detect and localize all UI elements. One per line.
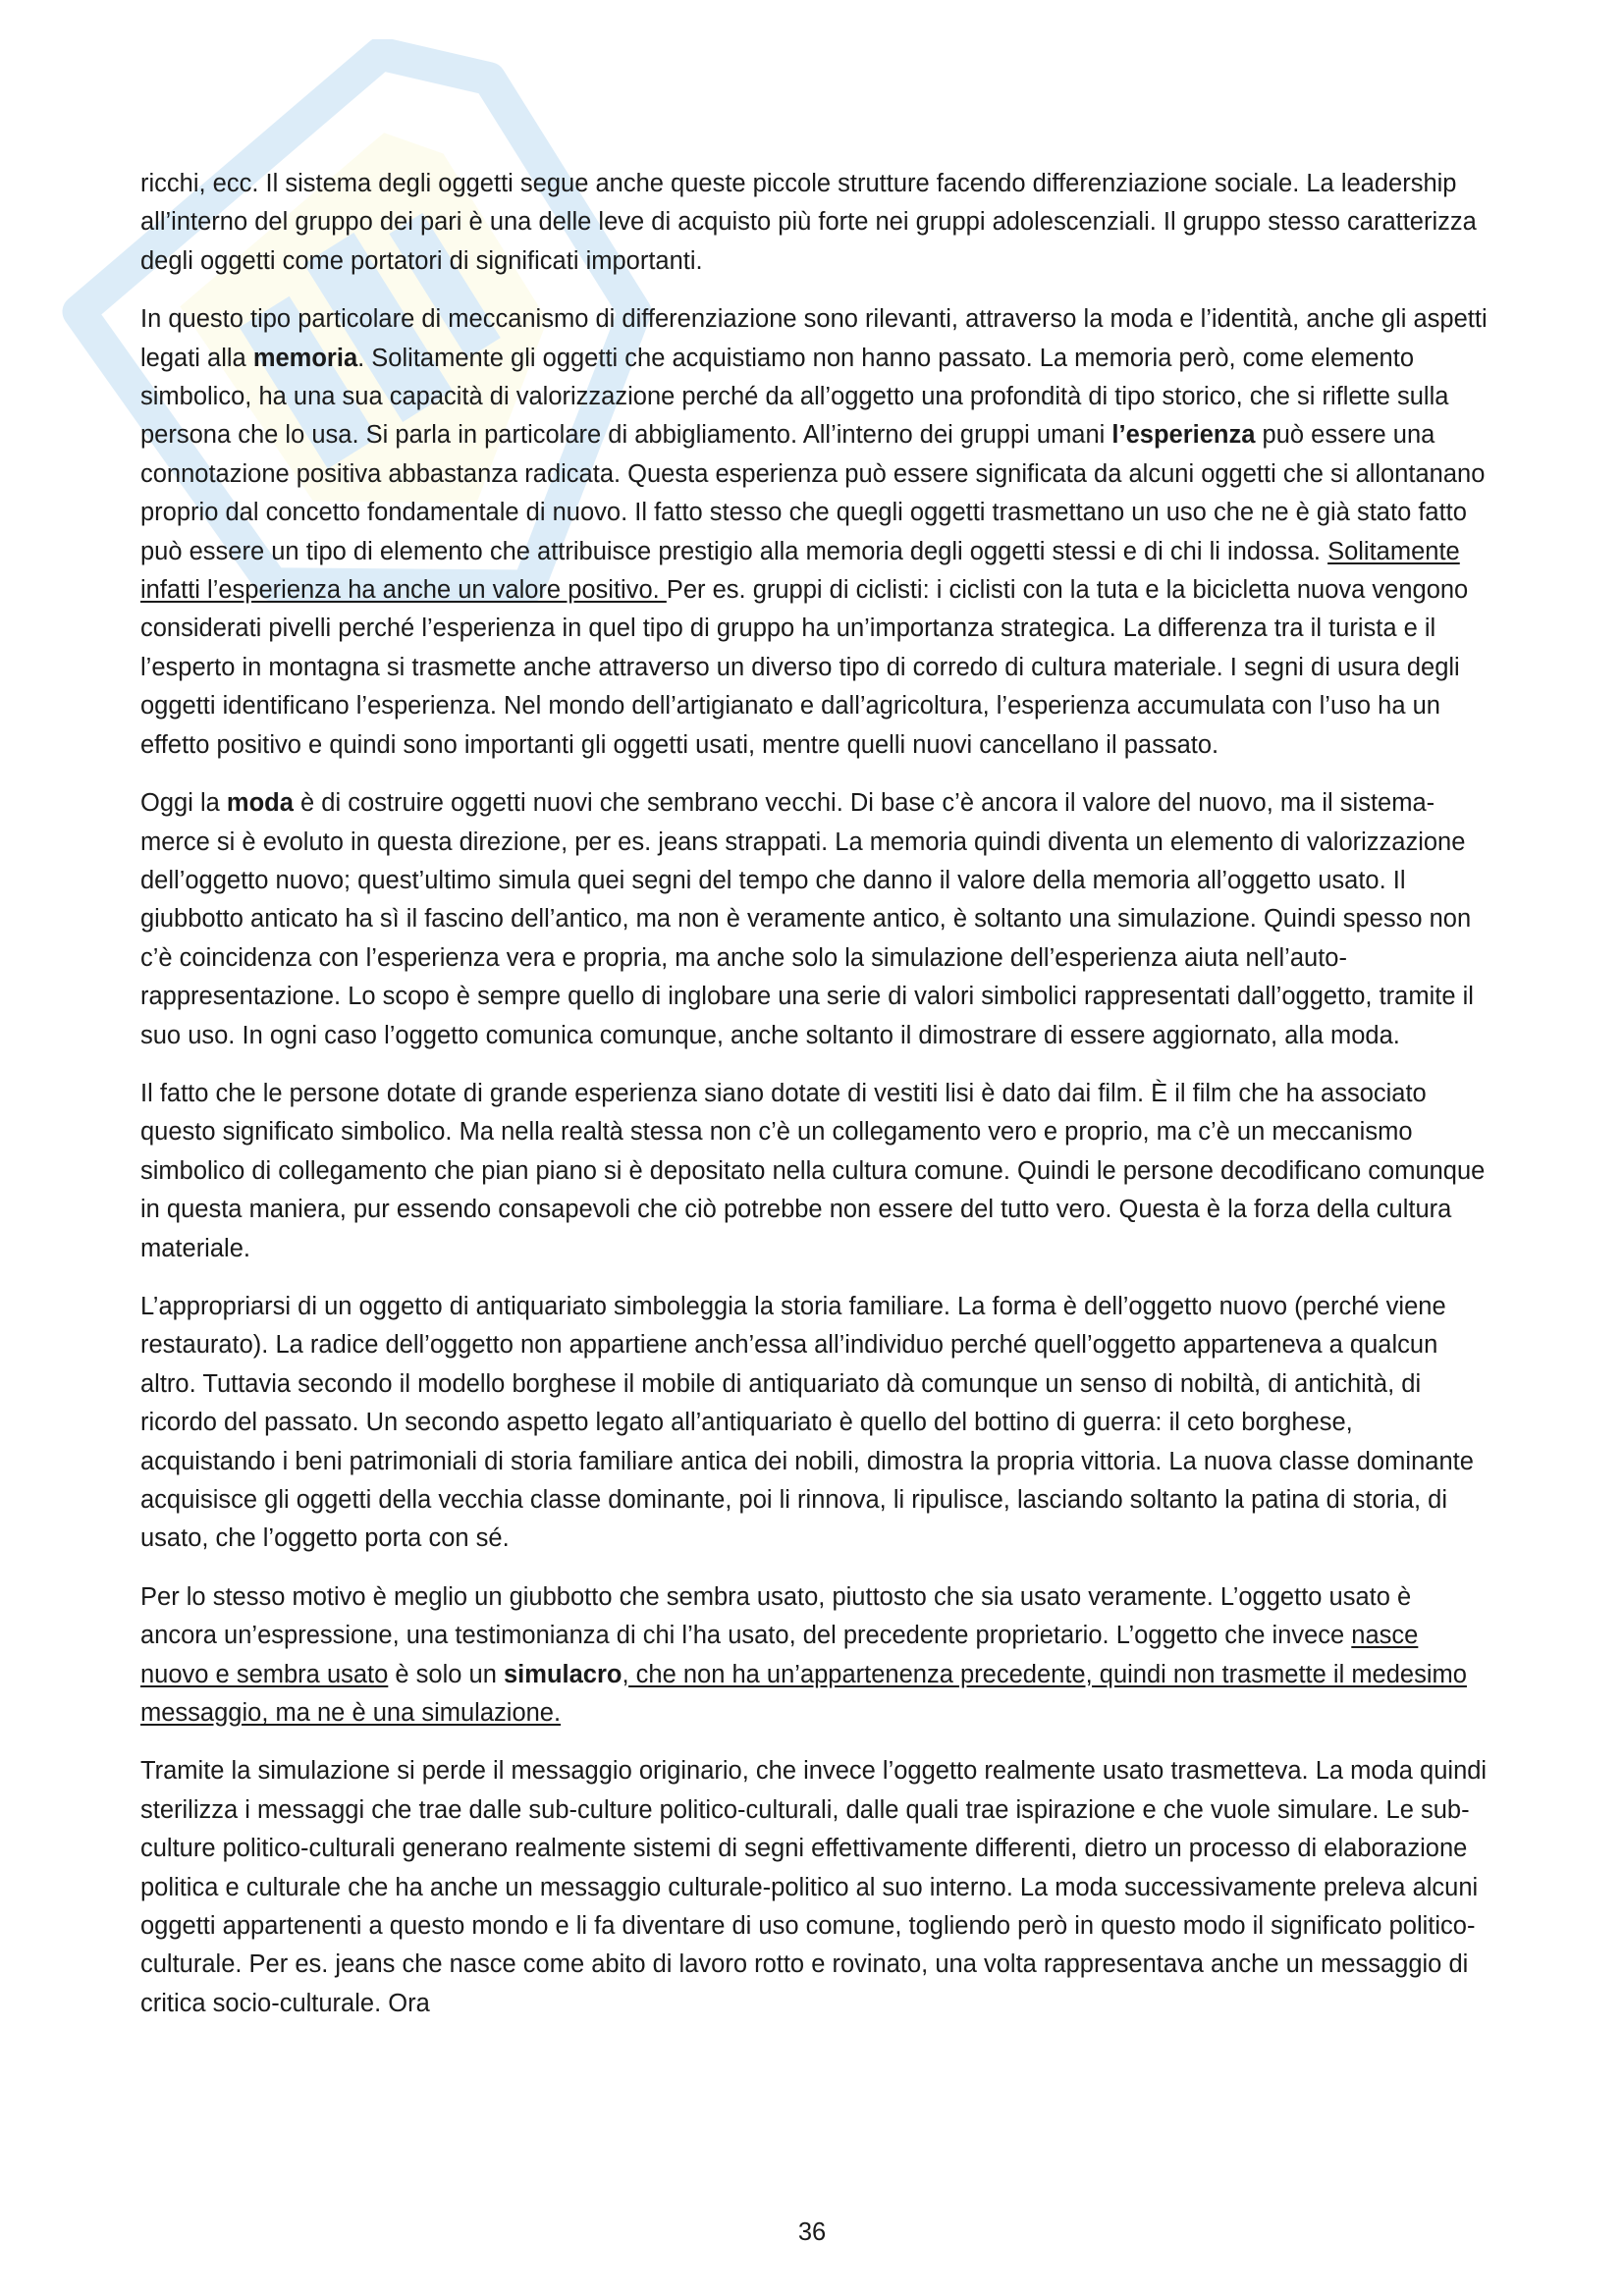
text-run: Per es. gruppi di ciclisti: i ciclisti con la tuta e la bicicletta nuova vengono considerati pivelli perché l’esperienza in quel tipo di gruppo ha un’importanza strategica. La differenza tra il turista e il l’esperto in montagna si trasmette anche attraverso un diverso tipo di corredo di cultura materiale. I segni di usura degli oggetti identificano l’esperienza. Nel mondo dell’artigianato e dall’agricoltura, l’esperienza accumulata con l’uso ha un effetto positivo e quindi sono importanti gli oggetti usati, mentre quelli nuovi cancellano il passato. [140,576,1469,759]
text-run: può essere una connotazione positiva abbastanza radicata. Questa esperienza può essere significata da alcuni oggetti che si allontanano proprio dal concetto fondamentale di nuovo. Il fatto stesso che quegli oggetti trasmettano un uso che ne è già stato fatto può essere un tipo di elemento che attribuisce prestigio alla memoria degli oggetti stessi e di chi li indossa. [140,421,1486,565]
paragraph [140,1288,1491,1559]
text-run: Tramite la simulazione si perde il messaggio originario, che invece l’oggetto realmente usato trasmetteva. La moda quindi sterilizza i messaggi che trae dalle sub-culture politico-culturali, dalle quali trae ispirazione e che vuole simulare. Le sub-culture politico-culturali generano realmente sistemi di segni effettivamente differenti, dietro un processo di elaborazione politica e culturale che ha anche un messaggio culturale-politico al suo interno. La moda successivamente preleva alcuni oggetti appartenenti a questo mondo e li fa diventare di uso comune, togliendo però in questo modo il significato politico-culturale. Per es. jeans che nasce come abito di lavoro rotto e rovinato, una volta rappresentava anche un messaggio di critica socio-culturale. Ora [140,1757,1488,2017]
page-number: 36 [797,2218,827,2246]
text-run: In questo tipo particolare di meccanismo di differenziazione sono rilevanti, attraverso la moda e l’identità, anche gli aspetti legati alla [140,305,1488,372]
underlined-text: nasce nuovo e sembra usato [140,1622,1419,1688]
text-run: è di costruire oggetti nuovi che sembrano vecchi. Di base c’è ancora il valore del nuovo, ma il sistema-merce si è evoluto in questa direzione, per es. jeans strappati. La memoria quindi diventa un elemento di valorizzazione dell’oggetto nuovo; quest’ultimo simula quei segni del tempo che danno il valore della memoria all’oggetto usato. Il giubbotto anticato ha sì il fascino dell’antico, ma non è veramente antico, è soltanto una simulazione. Quindi spesso non c’è coincidenza con l’esperienza vera e propria, ma anche solo la simulazione dell’esperienza aiuta nell’auto-rappresentazione. Lo scopo è sempre quello di inglobare una serie di valori simbolici rappresentati dall’oggetto, tramite il suo uso. In ogni caso l’oggetto comunica comunque, anche soltanto il dimostrare di essere aggiornato, alla moda. [140,789,1474,1049]
paragraph [140,1578,1491,1734]
text-run: ricchi, ecc. Il sistema degli oggetti segue anche queste piccole strutture facendo differenziazione sociale. La leadership all’interno del gruppo dei pari è una delle leve di acquisto più forte nei gruppi adolescenziali. Il gruppo stesso caratterizza degli oggetti come portatori di significati importanti. [140,170,1477,275]
paragraph [140,300,1491,765]
bold-term: l’esperienza [1111,421,1256,450]
text-run: Il fatto che le persone dotate di grande esperienza siano dotate di vestiti lisi è dato dai film. È il film che ha associato questo significato simbolico. Ma nella realtà stessa non c’è un collegamento vero e proprio, ma c’è un meccanismo simbolico di collegamento che pian piano si è depositato nella cultura comune. Quindi le persone decodificano comunque in questa maniera, pur essendo consapevoli che ciò potrebbe non essere del tutto vero. Questa è la forza della cultura materiale. [140,1079,1486,1262]
paragraph [140,1075,1491,1268]
page-body [140,165,1491,2043]
bold-term: simulacro [504,1660,623,1688]
paragraph [140,784,1491,1055]
bold-term: moda [226,789,294,818]
text-run: . Solitamente gli oggetti che acquistiamo non hanno passato. La memoria però, come elemento simbolico, ha una sua capacità di valorizzazione perché da all’oggetto una profondità di tipo storico, che si riflette sulla persona che lo usa. Si parla in particolare di abbigliamento. All’interno dei gruppi umani [140,344,1449,450]
text-run: Oggi la [140,789,227,818]
bold-term: memoria [252,344,358,372]
paragraph [140,165,1491,281]
text-run: Per lo stesso motivo è meglio un giubbotto che sembra usato, piuttosto che sia usato veramente. L’oggetto usato è ancora un’espressione, una testimonianza di chi l’ha usato, del precedente proprietario. L’oggetto che invece [140,1582,1412,1650]
underlined-text: Solitamente infatti l’esperienza ha anche un valore positivo. [140,537,1460,605]
paragraph [140,1752,1491,2023]
text-run: L’appropriarsi di un oggetto di antiquariato simboleggia la storia familiare. La forma è dell’oggetto nuovo (perché viene restaurato). La radice dell’oggetto non appartiene anch’essa all’individuo perché quell’oggetto apparteneva a qualcun altro. Tuttavia secondo il modello borghese il mobile di antiquariato dà comunque un senso di nobiltà, di antichità, di ricordo del passato. Un secondo aspetto legato all’antiquariato è quello del bottino di guerra: il ceto borghese, acquistando i beni patrimoniali di storia familiare antica dei nobili, dimostra la propria vittoria. La nuova classe dominante acquisisce gli oggetti della vecchia classe dominante, poi li rinnova, li ripulisce, lasciando soltanto la patina di storia, di usato, che l’oggetto porta con sé. [140,1292,1474,1553]
underlined-text: , che non ha un’appartenenza precedente, quindi non trasmette il medesimo messaggio, ma ne è una simulazione. [140,1660,1467,1728]
text-run: è solo un [388,1660,504,1688]
